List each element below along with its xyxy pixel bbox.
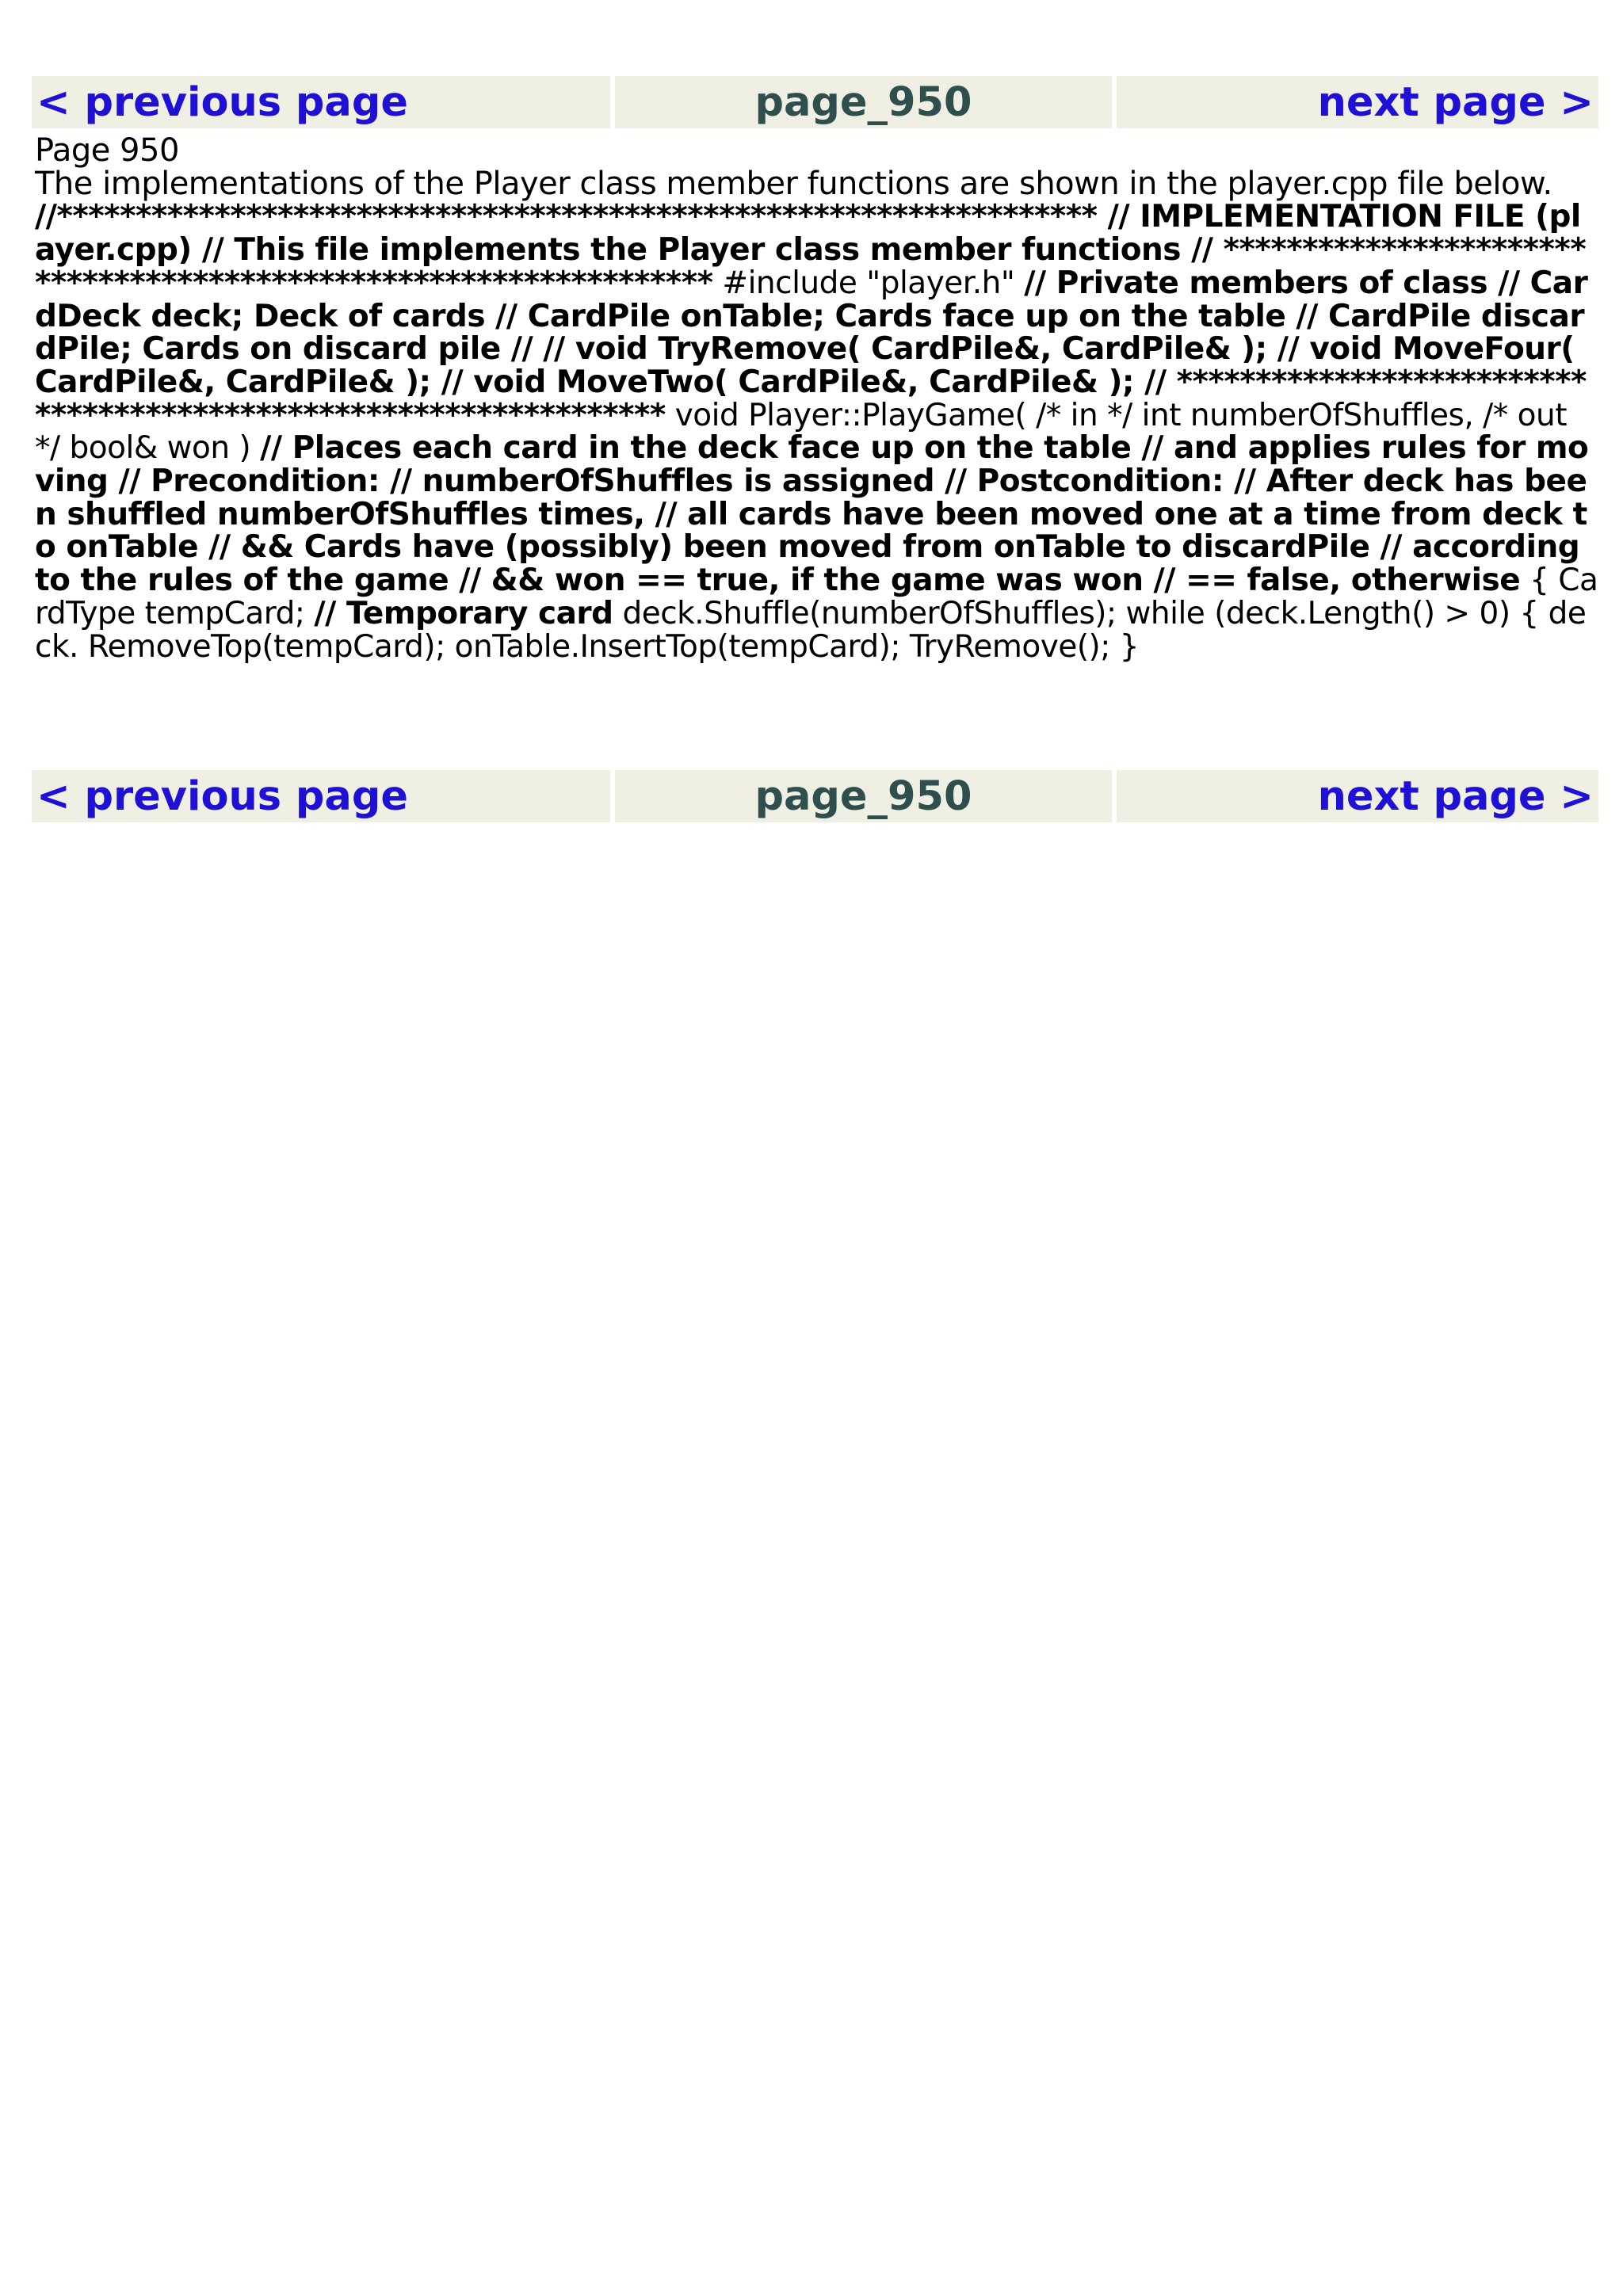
next-page-link[interactable]: next page > [1117,76,1598,128]
bottom-navigation-bar [32,770,1598,822]
previous-page-link[interactable]: < previous page [32,76,610,128]
page-number-text: Page 950 [35,132,179,169]
page-indicator: page_950 [615,76,1112,128]
function-body: deck.Shuffle(numberOfShuffles); while (deck.Length() > 0) { deck. RemoveTop(tempCard); onTable.InsertTop(tempCard); TryRemove(); } [35,595,1587,665]
header-comment: //****************************************************************** // IMPLEMENTATION FILE (player.cpp) // This file implements the Player class member functions // ****************************************************************** [35,199,1587,301]
function-signature: void Player::PlayGame( /* in */ int numberOfShuffles, /* out */ bool& won ) [35,397,1568,467]
temp-card-declaration: { CardType tempCard; [35,563,1598,631]
code-listing [35,200,1600,663]
previous-page-link[interactable]: < previous page [32,770,610,822]
next-page-link[interactable]: next page > [1117,770,1598,822]
top-navigation-bar [32,76,1598,128]
temp-card-comment: // Temporary card [314,595,613,631]
page-indicator: page_950 [615,770,1112,822]
intro-paragraph: The implementations of the Player class member functions are shown in the player.cpp file below. [35,165,1552,202]
page-content [35,132,1600,665]
function-comment: // Places each card in the deck face up on the table // and applies rules for moving // Precondition: // numberOfShuffles is assigned // Postcondition: // After deck has been shuffled numberOfShuffles times, // all cards have been moved one at a time from deck to onTable // && Cards have (possibly) been moved from onTable to discardPile // according to the rules of the game // && won == true, if the game was won // == false, otherwise [35,430,1589,599]
private-members-comment: // Private members of class // CardDeck deck; Deck of cards // CardPile onTable; Cards face up on the table // CardPile discardPile; Cards on discard pile // // void TryRemove( CardPile&, CardPile& ); // void MoveFour( CardPile&, CardPile& ); // void MoveTwo( CardPile&, CardPile& ); // ****************************************************************** [35,265,1588,433]
include-statement: #include "player.h" [712,265,1025,301]
